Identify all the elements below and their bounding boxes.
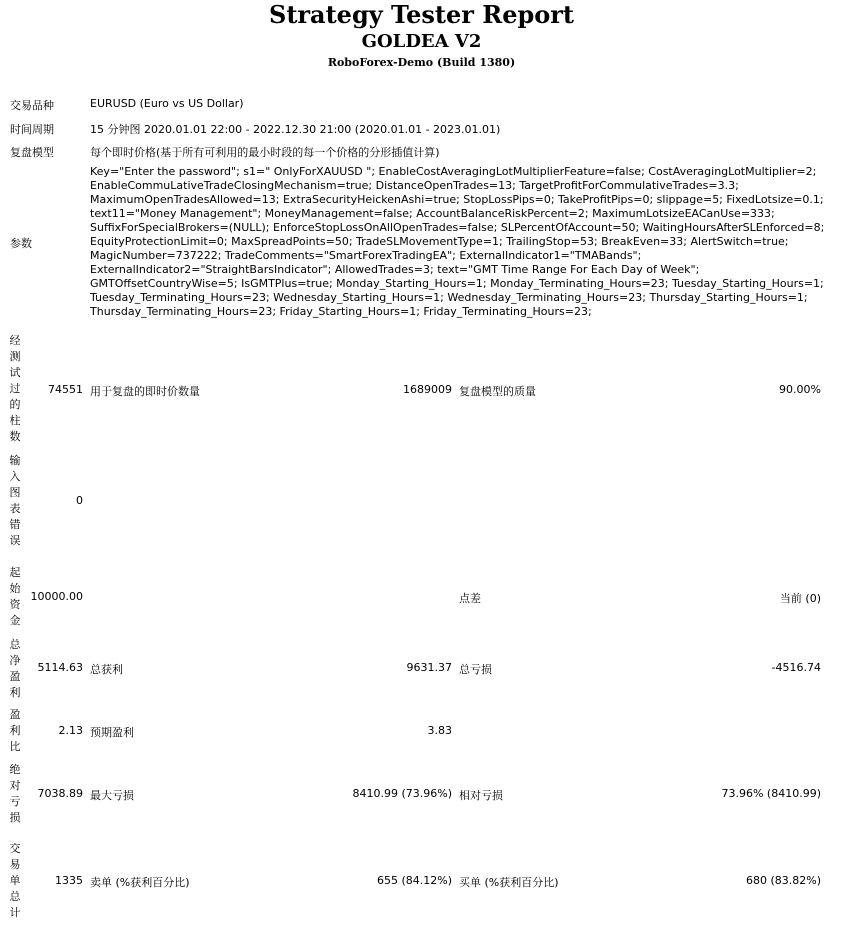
symbol-value: EURUSD (Euro vs US Dollar) bbox=[90, 97, 244, 110]
profit-factor-value: 2.13 bbox=[58, 724, 83, 737]
profit-factor-label: 盈 利 比 bbox=[9, 708, 21, 753]
model-label: 复盘模型 bbox=[10, 146, 54, 159]
deposit-value: 10000.00 bbox=[30, 590, 83, 603]
deposit-label: 起 始 资 金 bbox=[9, 566, 21, 627]
abs-drawdown-value: 7038.89 bbox=[37, 787, 83, 800]
spread-value: 当前 (0) bbox=[779, 592, 821, 605]
expected-payoff-label: 预期盈利 bbox=[90, 726, 134, 739]
rel-drawdown-label: 相对亏损 bbox=[459, 789, 503, 802]
server-build: RoboForex-Demo (Build 1380) bbox=[327, 56, 516, 69]
abs-drawdown-label: 绝 对 亏 损 bbox=[9, 763, 21, 824]
gross-loss-value: -4516.74 bbox=[771, 661, 821, 674]
total-trades-label: 交 易 单 总 计 bbox=[9, 842, 21, 919]
period-label: 时间周期 bbox=[10, 123, 54, 136]
bars-value: 74551 bbox=[48, 383, 83, 396]
max-drawdown-value: 8410.99 (73.96%) bbox=[352, 787, 452, 800]
spread-label: 点差 bbox=[459, 592, 481, 605]
total-trades-value: 1335 bbox=[55, 874, 83, 887]
ticks-value: 1689009 bbox=[403, 383, 452, 396]
symbol-label: 交易品种 bbox=[10, 99, 54, 112]
quality-value: 90.00% bbox=[779, 383, 821, 396]
long-positions-value: 680 (83.82%) bbox=[745, 874, 821, 887]
quality-label: 复盘模型的质量 bbox=[459, 385, 536, 398]
short-positions-label: 卖单 (%获利百分比) bbox=[90, 876, 190, 889]
expert-name: GOLDEA V2 bbox=[361, 31, 482, 52]
params-value: Key="Enter the password"; s1=" OnlyForXAUUSD "; EnableCostAveragingLotMultiplierFeature=false; CostAveragingLotMultiplier=2; EnableCommuLativeTradeClosingMechanism=true; DistanceOpenTrades=13; TargetProfitForCommulativeTrades=3.3; MaximumOpenTradesAllowed=13; ExtraSecurityHeickenAshi=true; StopLossPips=0; TakeProfitPips=0; slippage=5; FixedLotsize=0.1; text11="Money Management"; MoneyManagement=false; AccountBalanceRiskPercent=2; MaximumLotsizeEACanUse=333; SuffixForSpecialBrokers=(NULL); EnforceStopLossOnAllOpenTrades=false; SLPercentOfAccount=50; WaitingHoursAfterSLEnforced=8; EquityProtectionLimit=0; MaxSpreadPoints=50; TradeSLMovementType=1; TrailingStop=53; BreakEven=33; AlertSwitch=true; MagicNumber=737222; TradeComments="SmartForexTradingEA"; ExternalIndicator1="TMABands"; ExternalIndicator2="StraightBarsIndicator"; AllowedTrades=3; text="GMT Time Range For Each Day of Week"; GMTOffsetCountryWise=5; IsGMTPlus=true; Monday_Starting_Hours=1; Monday_Terminating_Hours=23; Tuesday_Starting_Hours=1; Tuesday_Terminating_Hours=23; Wednesday_Starting_Hours=1; Wednesday_Terminating_Hours=23; Thursday_Starting_Hours=1; Thursday_Terminating_Hours=23; Friday_Starting_Hours=1; Friday_Terminating_Hours=23; bbox=[90, 165, 825, 318]
report-title: Strategy Tester Report bbox=[268, 0, 575, 29]
short-positions-value: 655 (84.12%) bbox=[376, 874, 452, 887]
rel-drawdown-value: 73.96% (8410.99) bbox=[721, 787, 821, 800]
mismatch-value: 0 bbox=[76, 494, 83, 507]
gross-loss-label: 总亏损 bbox=[459, 663, 492, 676]
ticks-label: 用于复盘的即时价数量 bbox=[90, 385, 200, 398]
gross-profit-value: 9631.37 bbox=[406, 661, 452, 674]
gross-profit-label: 总获利 bbox=[90, 663, 123, 676]
mismatch-label: 输 入 图 表 错 误 bbox=[9, 454, 21, 547]
model-value: 每个即时价格(基于所有可利用的最小时段的每一个价格的分形插值计算) bbox=[90, 146, 440, 159]
expected-payoff-value: 3.83 bbox=[427, 724, 452, 737]
max-drawdown-label: 最大亏损 bbox=[90, 789, 134, 802]
period-value: 15 分钟图 2020.01.01 22:00 - 2022.12.30 21:00 (2020.01.01 - 2023.01.01) bbox=[90, 123, 501, 136]
net-profit-label: 总 净 盈 利 bbox=[9, 638, 21, 699]
long-positions-label: 买单 (%获利百分比) bbox=[459, 876, 559, 889]
params-label: 参数 bbox=[10, 237, 32, 250]
bars-label: 经 测 试 过 的 柱 数 bbox=[9, 334, 21, 443]
net-profit-value: 5114.63 bbox=[37, 661, 83, 674]
